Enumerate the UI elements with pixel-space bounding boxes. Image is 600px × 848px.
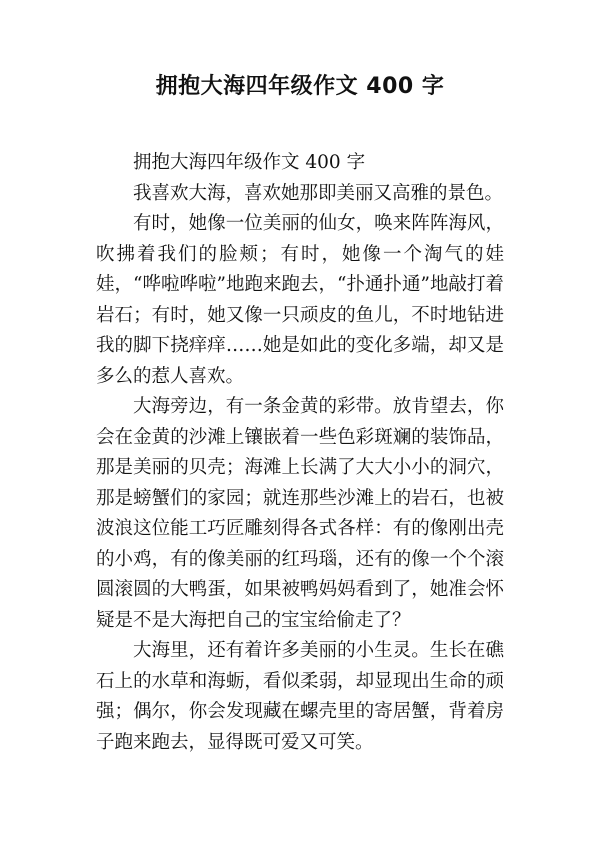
document-body (96, 148, 504, 758)
document-title: 拥抱大海四年级作文 400 字 (155, 74, 445, 99)
paragraph-subtitle: 拥抱大海四年级作文 400 字 (133, 152, 366, 173)
paragraph-intro: 我喜欢大海，喜欢她那即美丽又高雅的景色。 (133, 182, 504, 204)
paragraph-sea-life: 大海里，还有着许多美丽的小生灵。生长在礁石上的水草和海蛎，看似柔弱，却显现出生命的顽强；偶尔，你会发现藏在螺壳里的寄居蟹，背着房子跑来跑去，显得既可爱又可笑。 (96, 640, 504, 753)
paragraph-beach: 大海旁边，有一条金黄的彩带。放肯望去，你会在金黄的沙滩上镶嵌着一些色彩斑斓的装饰品，那是美丽的贝壳；海滩上长满了大大小小的洞穴，那是螃蟹们的家园；就连那些沙滩上的岩石，也被波浪这位能工巧匠雕刻得各式各样：有的像刚出壳的小鸡，有的像美丽的红玛瑙，还有的像一个个滚圆滚圆的大鸭蛋，如果被鸭妈妈看到了，她准会怀疑是不是大海把自己的宝宝给偷走了？ (96, 396, 504, 631)
paragraph-sea-moods: 有时，她像一位美丽的仙女，唤来阵阵海风，吹拂着我们的脸颊；有时，她像一个淘气的娃娃，“哗啦哗啦”地跑来跑去，“扑通扑通”地敲打着岩石；有时，她又像一只顽皮的鱼儿，不时地钻进我的脚下挠痒痒……她是如此的变化多端，却又是多么的惹人喜欢。 (96, 213, 504, 387)
